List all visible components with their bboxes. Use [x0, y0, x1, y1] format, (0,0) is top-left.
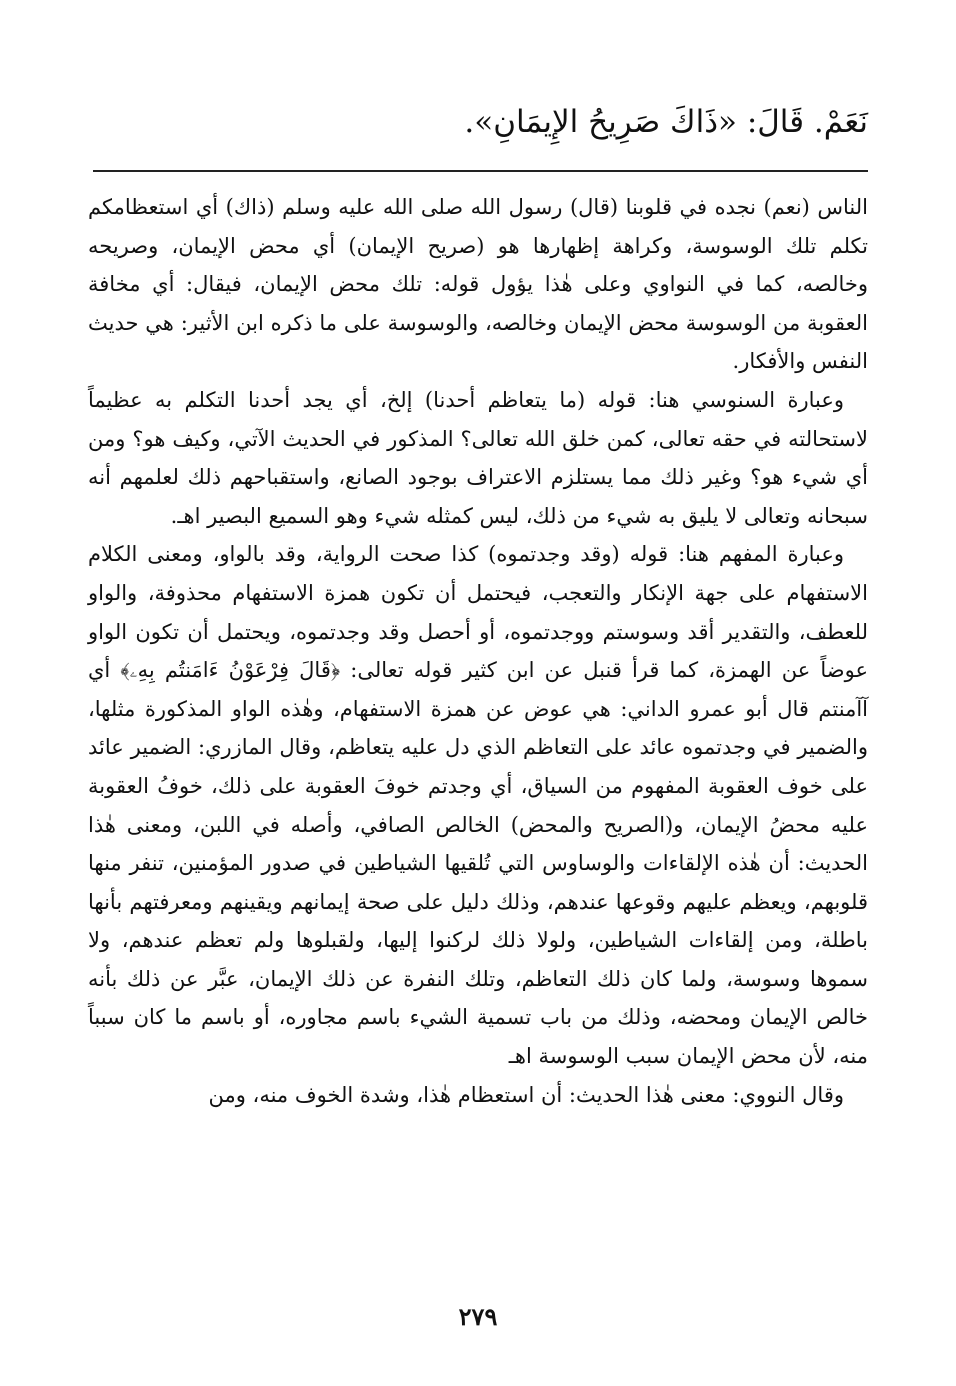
- commentary-paragraph: وعبارة السنوسي هنا: قوله (ما يتعاظم أحدنا) إلخ، أي يجد أحدنا التكلم به عظيماً لاستحالته في حقه تعالى، كمن خلق الله تعالى؟ المذكور في الحديث الآتي، وكيف هو؟ ومن أي شيء هو؟ وغير ذلك مما يستلزم الاعتراف بوجود الصانع، واستقباحهم ذلك لعلمهم أنه سبحانه وتعالى لا يليق به شيء من ذلك، ليس كمثله شيء وهو السميع البصير اهـ.: [88, 387, 868, 528]
- commentary-paragraph: وقال النووي: معنى هٰذا الحديث: أن استعظام هٰذا، وشدة الخوف منه، ومن: [208, 1082, 844, 1107]
- commentary-paragraph: الناس (نعم) نجده في قلوبنا (قال) رسول الله صلى الله عليه وسلم (ذاك) أي استعظامكم تكلم تلك الوسوسة، وكراهة إظهارها هو (صريح الإيمان) أي محض الإيمان، وصريحه وخالصه، كما في النواوي وعلى هٰذا يؤول قوله: تلك محض الإيمان، فيقال: أي مخافة العقوبة من الوسوسة محض الإيمان وخالصه، والوسوسة على ما ذكره ابن الأثير: هي حديث النفس والأفكار.: [88, 195, 868, 374]
- hadith-text: نَعَمْ. قَالَ: «ذَاكَ صَرِيحُ الإِيمَانِ».: [464, 104, 868, 140]
- separator-rule: [93, 170, 868, 172]
- commentary-paragraph: وعبارة المفهم هنا: قوله (وقد وجدتموه) كذا صحت الرواية، وقد بالواو، ومعنى الكلام الاستفهام على جهة الإنكار والتعجب، فيحتمل أن تكون همزة الاستفهام محذوفة، والواو للعطف، والتقدير أقد وسوستم ووجدتموه، أو أحصل وقد وجدتموه، ويحتمل أن تكون الواو عوضاً عن الهمزة، كما قرأ قنبل عن ابن كثير قوله تعالى: ﴿قَالَ فِرْعَوْنُ ءَامَنتُم بِهِۦ﴾ أي آآمنتم قال أبو عمرو الداني: هي عوض عن همزة الاستفهام، وهٰذه الواو المذكورة مثلها، والضمير في وجدتموه عائد على التعاظم الذي دل عليه يتعاظم، وقال المازري: الضمير عائد على خوف العقوبة المفهوم من السياق، أي وجدتم خوفَ العقوبة على ذلك، خوفُ العقوبة عليه محضُ الإيمان، و(الصريح والمحض) الخالص الصافي، وأصله في اللبن، ومعنى هٰذا الحديث: أن هٰذه الإلقاءات والوساوس التي تُلقيها الشياطين في صدور المؤمنين، تنفر منها قلوبهم، ويعظم عليهم وقوعها عندهم، وذلك دليل على صحة إيمانهم ويقينهم ومعرفتهم بأنها باطلة، ومن إلقاءات الشياطين، ولولا ذلك لركنوا إليها، ولقبلوها ولم تعظم عندهم، ولا سموها وسوسة، ولما كان ذلك التعاظم، وتلك النفرة عن ذلك الإيمان، عبَّر عن ذلك بأنه خالص الإيمان ومحضه، وذلك من باب تسمية الشيء باسم مجاوره، أو باسم ما كان سبباً منه، لأن محض الإيمان سبب الوسوسة اهـ: [88, 542, 868, 1069]
- commentary-body: [88, 188, 868, 1114]
- page-number: ٢٧٩: [458, 1302, 498, 1331]
- book-page: [88, 70, 868, 1360]
